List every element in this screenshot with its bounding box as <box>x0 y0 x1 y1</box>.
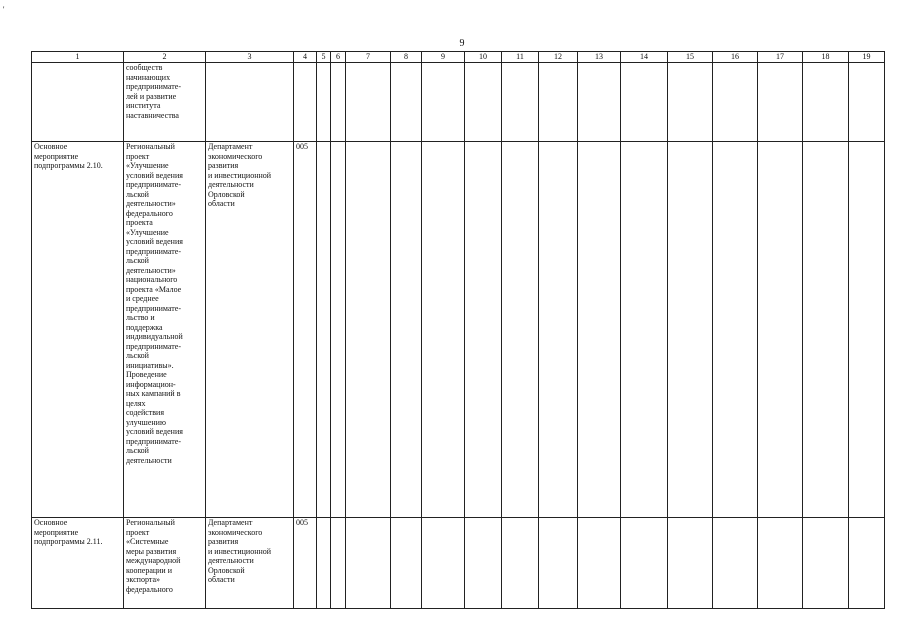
table-cell <box>391 518 422 609</box>
cell-code: 005 <box>294 142 317 518</box>
column-header: 13 <box>578 52 621 63</box>
table-cell <box>422 142 465 518</box>
table-row <box>32 518 885 609</box>
table-cell <box>331 142 346 518</box>
column-header: 8 <box>391 52 422 63</box>
header-row <box>32 52 885 63</box>
column-header: 7 <box>346 52 391 63</box>
table-cell <box>422 63 465 142</box>
cell-executor: Департамент экономического развития и инвестиционной деятельности Орловской области <box>206 518 294 609</box>
program-table <box>31 51 885 609</box>
table-cell <box>849 63 885 142</box>
table-cell <box>539 518 578 609</box>
table-cell <box>539 63 578 142</box>
column-header: 17 <box>758 52 803 63</box>
table-cell <box>391 63 422 142</box>
cell-measure-name: Основное мероприятие подпрограммы 2.11. <box>32 518 124 609</box>
cell-measure-name: Основное мероприятие подпрограммы 2.10. <box>32 142 124 518</box>
table-cell <box>346 63 391 142</box>
table-cell <box>502 518 539 609</box>
table-cell <box>621 63 668 142</box>
cell-project-name: Региональный проект «Системные меры развития международной кооперации и экспорта» федерального <box>124 518 206 609</box>
table-cell <box>668 142 713 518</box>
column-header: 2 <box>124 52 206 63</box>
column-header: 15 <box>668 52 713 63</box>
cell-project-name: сообществ начинающих предпринимате- лей и развитие института наставничества <box>124 63 206 142</box>
column-header: 1 <box>32 52 124 63</box>
table-cell <box>317 518 331 609</box>
column-header: 14 <box>621 52 668 63</box>
corner-mark: ' <box>3 5 5 14</box>
table-cell <box>465 518 502 609</box>
column-header: 12 <box>539 52 578 63</box>
table-cell <box>803 518 849 609</box>
page-number: 9 <box>459 38 465 49</box>
table-cell <box>621 518 668 609</box>
table-cell <box>758 142 803 518</box>
table-cell <box>331 518 346 609</box>
table-cell <box>713 63 758 142</box>
table-cell <box>578 518 621 609</box>
table-cell <box>539 142 578 518</box>
cell-code: 005 <box>294 518 317 609</box>
table-cell <box>713 518 758 609</box>
table-cell <box>578 142 621 518</box>
table-cell <box>803 142 849 518</box>
column-header: 11 <box>502 52 539 63</box>
table-cell <box>317 63 331 142</box>
table-cell <box>713 142 758 518</box>
table-cell <box>465 63 502 142</box>
cell-executor: Департамент экономического развития и инвестиционной деятельности Орловской области <box>206 142 294 518</box>
column-header: 10 <box>465 52 502 63</box>
table-cell <box>849 142 885 518</box>
table-cell <box>346 518 391 609</box>
column-header: 3 <box>206 52 294 63</box>
table-row <box>32 142 885 518</box>
table-cell <box>502 142 539 518</box>
table-cell <box>578 63 621 142</box>
table-row <box>32 63 885 142</box>
column-header: 4 <box>294 52 317 63</box>
table-cell <box>465 142 502 518</box>
cell-project-name: Региональный проект «Улучшение условий ведения предпринимате- льской деятельности» федерального проекта «Улучшение условий ведения предпринимате- льской деятельности» национального проекта «Малое и среднее предпринимате- льство и поддержка индивидуальной предпринимате- льской инициативы». Проведение информацион- ных кампаний в целях содействия улучшению условий ведения предпринимате- льской деятельности <box>124 142 206 518</box>
table-cell <box>331 63 346 142</box>
table-cell <box>758 63 803 142</box>
table-cell <box>317 142 331 518</box>
column-header: 16 <box>713 52 758 63</box>
cell-measure-name <box>32 63 124 142</box>
column-header: 9 <box>422 52 465 63</box>
table-cell <box>849 518 885 609</box>
table-cell <box>346 142 391 518</box>
table-cell <box>668 63 713 142</box>
table-cell <box>668 518 713 609</box>
table-cell <box>758 518 803 609</box>
column-header: 6 <box>331 52 346 63</box>
table-cell <box>621 142 668 518</box>
cell-executor <box>206 63 294 142</box>
table-cell <box>391 142 422 518</box>
column-header: 18 <box>803 52 849 63</box>
table-cell <box>803 63 849 142</box>
column-header: 19 <box>849 52 885 63</box>
cell-code <box>294 63 317 142</box>
column-header: 5 <box>317 52 331 63</box>
table-cell <box>422 518 465 609</box>
table-cell <box>502 63 539 142</box>
